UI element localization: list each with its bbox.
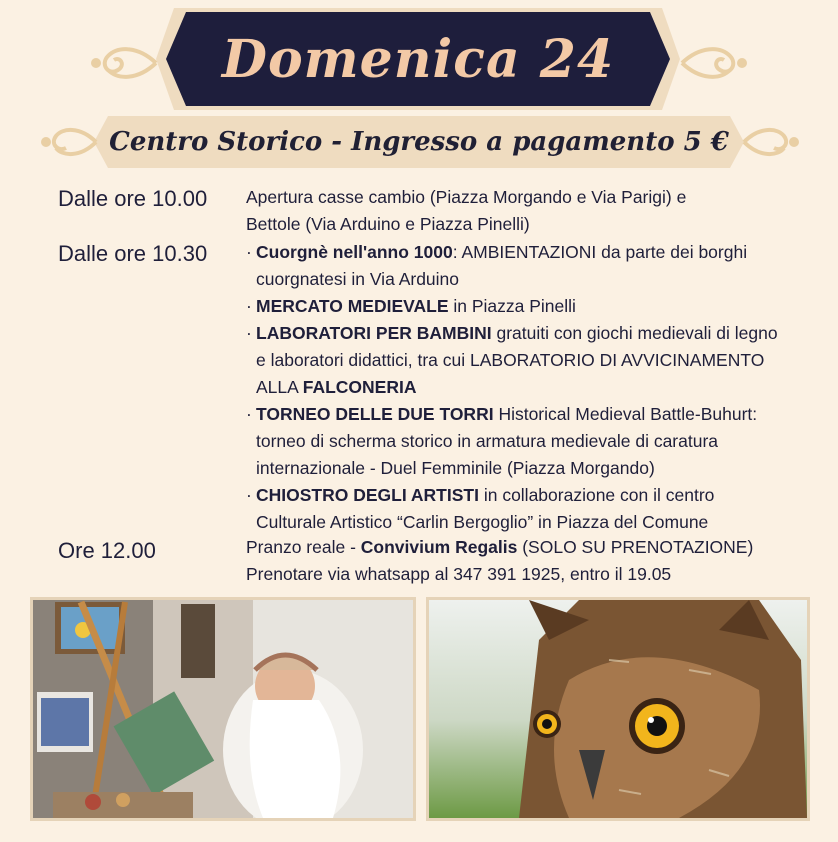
- item-text: in Piazza Pinelli: [448, 296, 576, 316]
- description-line: Bettole (Via Arduino e Piazza Pinelli): [246, 214, 530, 234]
- time-label: Dalle ore 10.00: [58, 186, 208, 211]
- list-item: · LABORATORI PER BAMBINI gratuiti con giochi medievali di legno e laboratori didattici, tra cui LABORATORIO DI AVVICINAMENTO ALLA FALCONERIA: [246, 323, 778, 397]
- item-title: Cuorgnè nell'anno 1000: [256, 242, 453, 262]
- painter-photo: [30, 597, 416, 821]
- item-text: : AMBIENTAZIONI da parte dei borghi cuorgnatesi in Via Arduino: [256, 242, 748, 289]
- schedule-description: [246, 184, 806, 238]
- description-line: Prenotare via whatsapp al 347 391 1925, entro il 19.05: [246, 564, 672, 584]
- item-title: MERCATO MEDIEVALE: [256, 296, 449, 316]
- item-text: gratuiti con giochi medievali di legno e laboratori didattici, tra cui LABORATORIO DI AVVICINAMENTO ALLA: [256, 323, 778, 397]
- item-title: CHIOSTRO DEGLI ARTISTI: [256, 485, 479, 505]
- flourish-sub-left-icon: [40, 118, 98, 166]
- event-name: Convivium Regalis: [360, 537, 518, 557]
- item-text: Historical Medieval Battle-Buhurt: torneo di scherma storico in armatura medievale di caratura internazionale - Duel Femminile (Piazza Morgando): [256, 404, 758, 478]
- list-item: · CHIOSTRO DEGLI ARTISTI in collaborazione con il centro Culturale Artistico “Carlin Bergoglio” in Piazza del Comune: [246, 485, 715, 532]
- list-item: · TORNEO DELLE DUE TORRI Historical Medieval Battle-Buhurt: torneo di scherma storico in armatura medievale di caratura internazionale - Duel Femminile (Piazza Morgando): [246, 404, 758, 478]
- owl-photo: [426, 597, 810, 821]
- schedule-bullets: [246, 239, 786, 536]
- description-text: (SOLO SU PRENOTAZIONE): [517, 537, 754, 557]
- list-item: · Cuorgnè nell'anno 1000: AMBIENTAZIONI da parte dei borghi cuorgnatesi in Via Arduino: [246, 242, 748, 289]
- description-line: [246, 534, 806, 561]
- flourish-sub-right-icon: [742, 118, 800, 166]
- subtitle-banner: [94, 116, 744, 168]
- item-title: TORNEO DELLE DUE TORRI: [256, 404, 494, 424]
- time-label: Ore 12.00: [58, 538, 156, 563]
- item-title: LABORATORI PER BAMBINI: [256, 323, 492, 343]
- time-label: Dalle ore 10.30: [58, 241, 208, 266]
- flourish-right-icon: [680, 36, 750, 90]
- title-banner: [156, 8, 680, 110]
- item-title: FALCONERIA: [302, 377, 417, 397]
- description-line: Apertura casse cambio (Piazza Morgando e Via Parigi) e: [246, 187, 687, 207]
- description-text: Pranzo reale -: [246, 537, 361, 557]
- list-item: · MERCATO MEDIEVALE in Piazza Pinelli: [246, 296, 576, 316]
- flourish-left-icon: [88, 36, 158, 90]
- schedule-description: [246, 534, 806, 588]
- page-title: Domenica 24: [221, 28, 615, 90]
- item-text: in collaborazione con il centro Culturale Artistico “Carlin Bergoglio” in Piazza del Comune: [256, 485, 715, 532]
- subtitle: Centro Storico - Ingresso a pagamento 5 €: [109, 127, 729, 157]
